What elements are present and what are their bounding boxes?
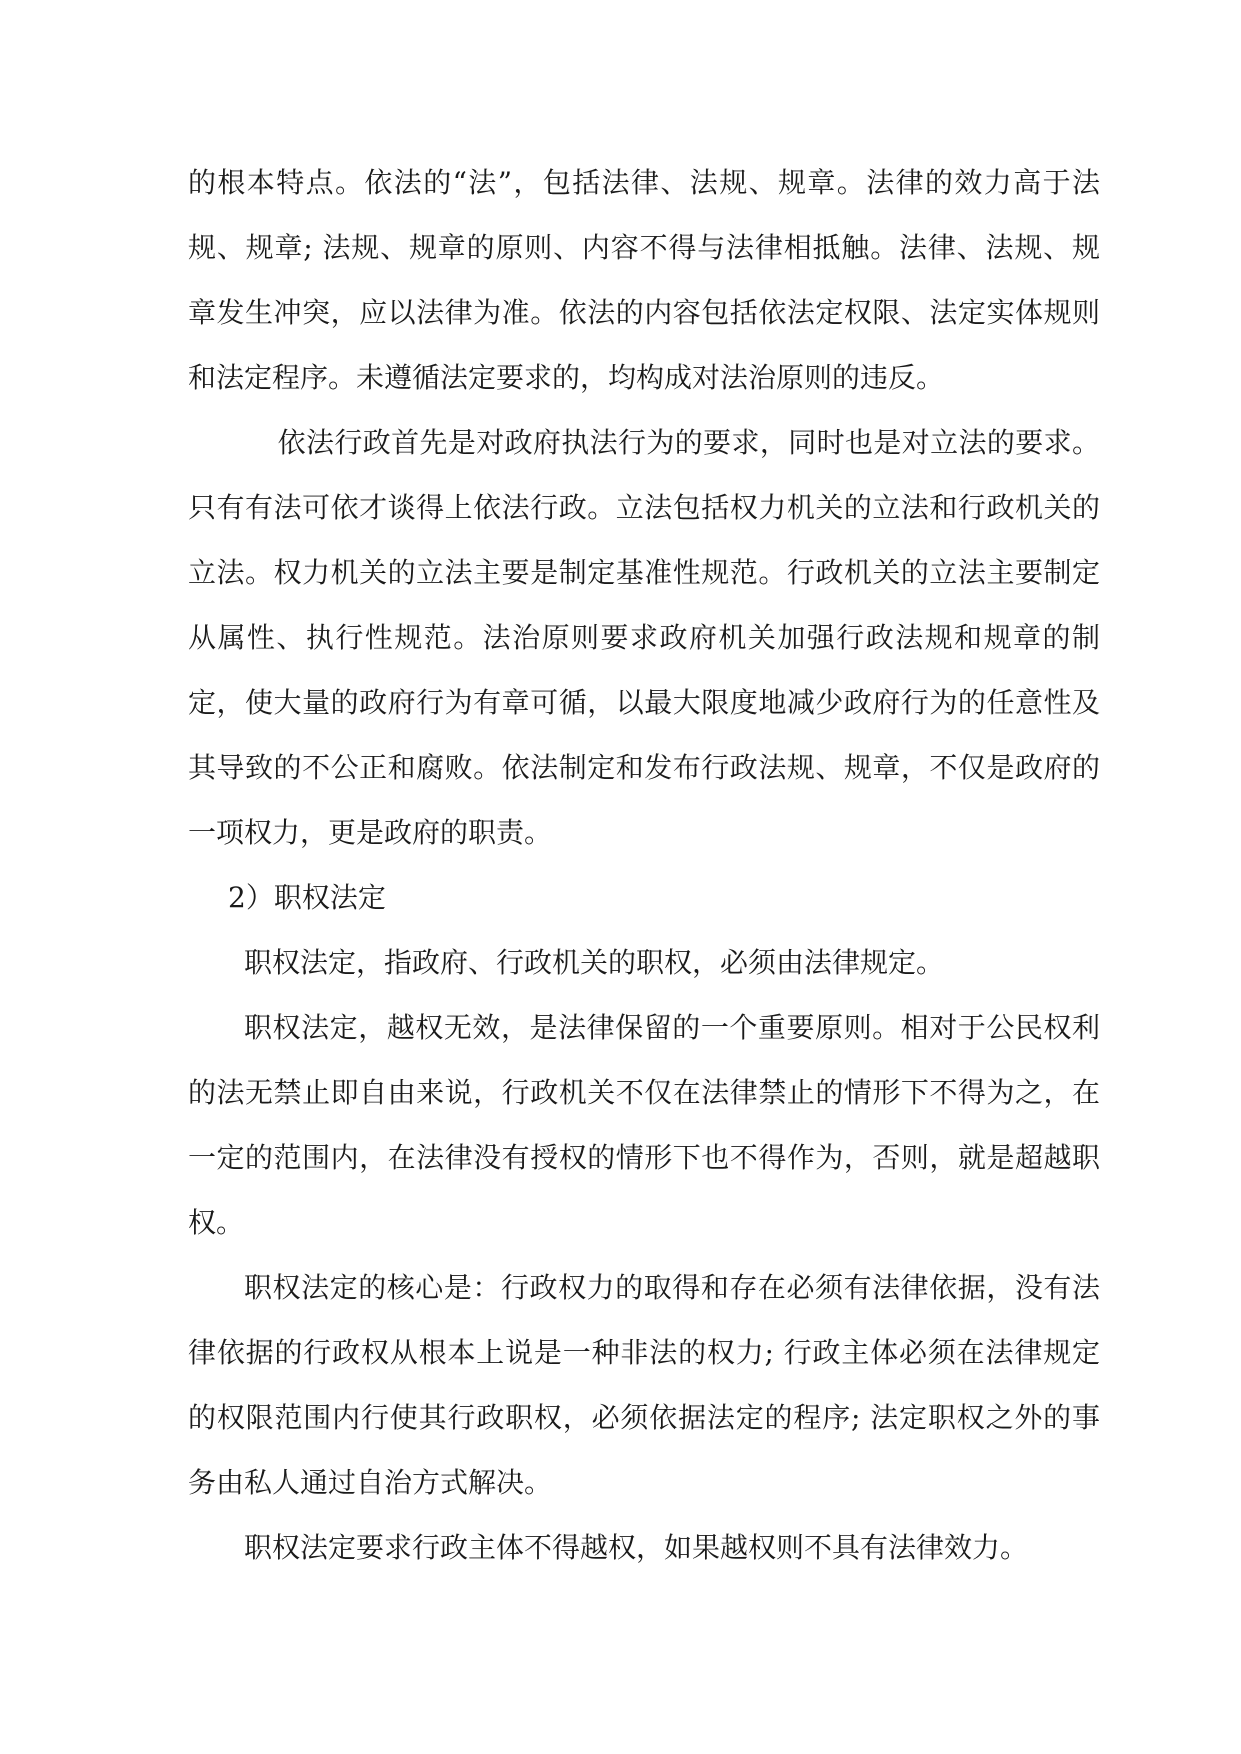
paragraph-definition: 职权法定，指政府、行政机关的职权，必须由法律规定。: [244, 946, 945, 979]
section-heading: 2）职权法定: [228, 881, 386, 914]
paragraph-core: 职权法定的核心是：行政权力的取得和存在必须有法律依据，没有法律依据的行政权从根本上说是一种非法的权力; 行政主体必须在法律规定的权限范围内行使其行政职权，必须依据法定的程序; 法定职权之外的事务由私人通过自治方式解决。: [188, 1271, 1100, 1499]
paragraph-requirement: 职权法定要求行政主体不得越权，如果越权则不具有法律效力。: [244, 1531, 1029, 1564]
paragraph-ultra-vires: 职权法定，越权无效，是法律保留的一个重要原则。相对于公民权利的法无禁止即自由来说，行政机关不仅在法律禁止的情形下不得为之，在一定的范围内，在法律没有授权的情形下也不得作为，否则，就是超越职权。: [188, 1011, 1100, 1239]
document-body: [188, 150, 1100, 1580]
paragraph-administration-by-law: 依法行政首先是对政府执法行为的要求，同时也是对立法的要求。只有有法可依才谈得上依法行政。立法包括权力机关的立法和行政机关的立法。权力机关的立法主要是制定基准性规范。行政机关的立法主要制定从属性、执行性规范。法治原则要求政府机关加强行政法规和规章的制定，使大量的政府行为有章可循，以最大限度地减少政府行为的任意性及其导致的不公正和腐败。依法制定和发布行政法规、规章，不仅是政府的一项权力，更是政府的职责。: [188, 426, 1100, 849]
paragraph-continuation: 的根本特点。依法的“法”，包括法律、法规、规章。法律的效力高于法规、规章; 法规、规章的原则、内容不得与法律相抵触。法律、法规、规章发生冲突，应以法律为准。依法的内容包括依法定权限、法定实体规则和法定程序。未遵循法定要求的，均构成对法治原则的违反。: [188, 166, 1100, 394]
